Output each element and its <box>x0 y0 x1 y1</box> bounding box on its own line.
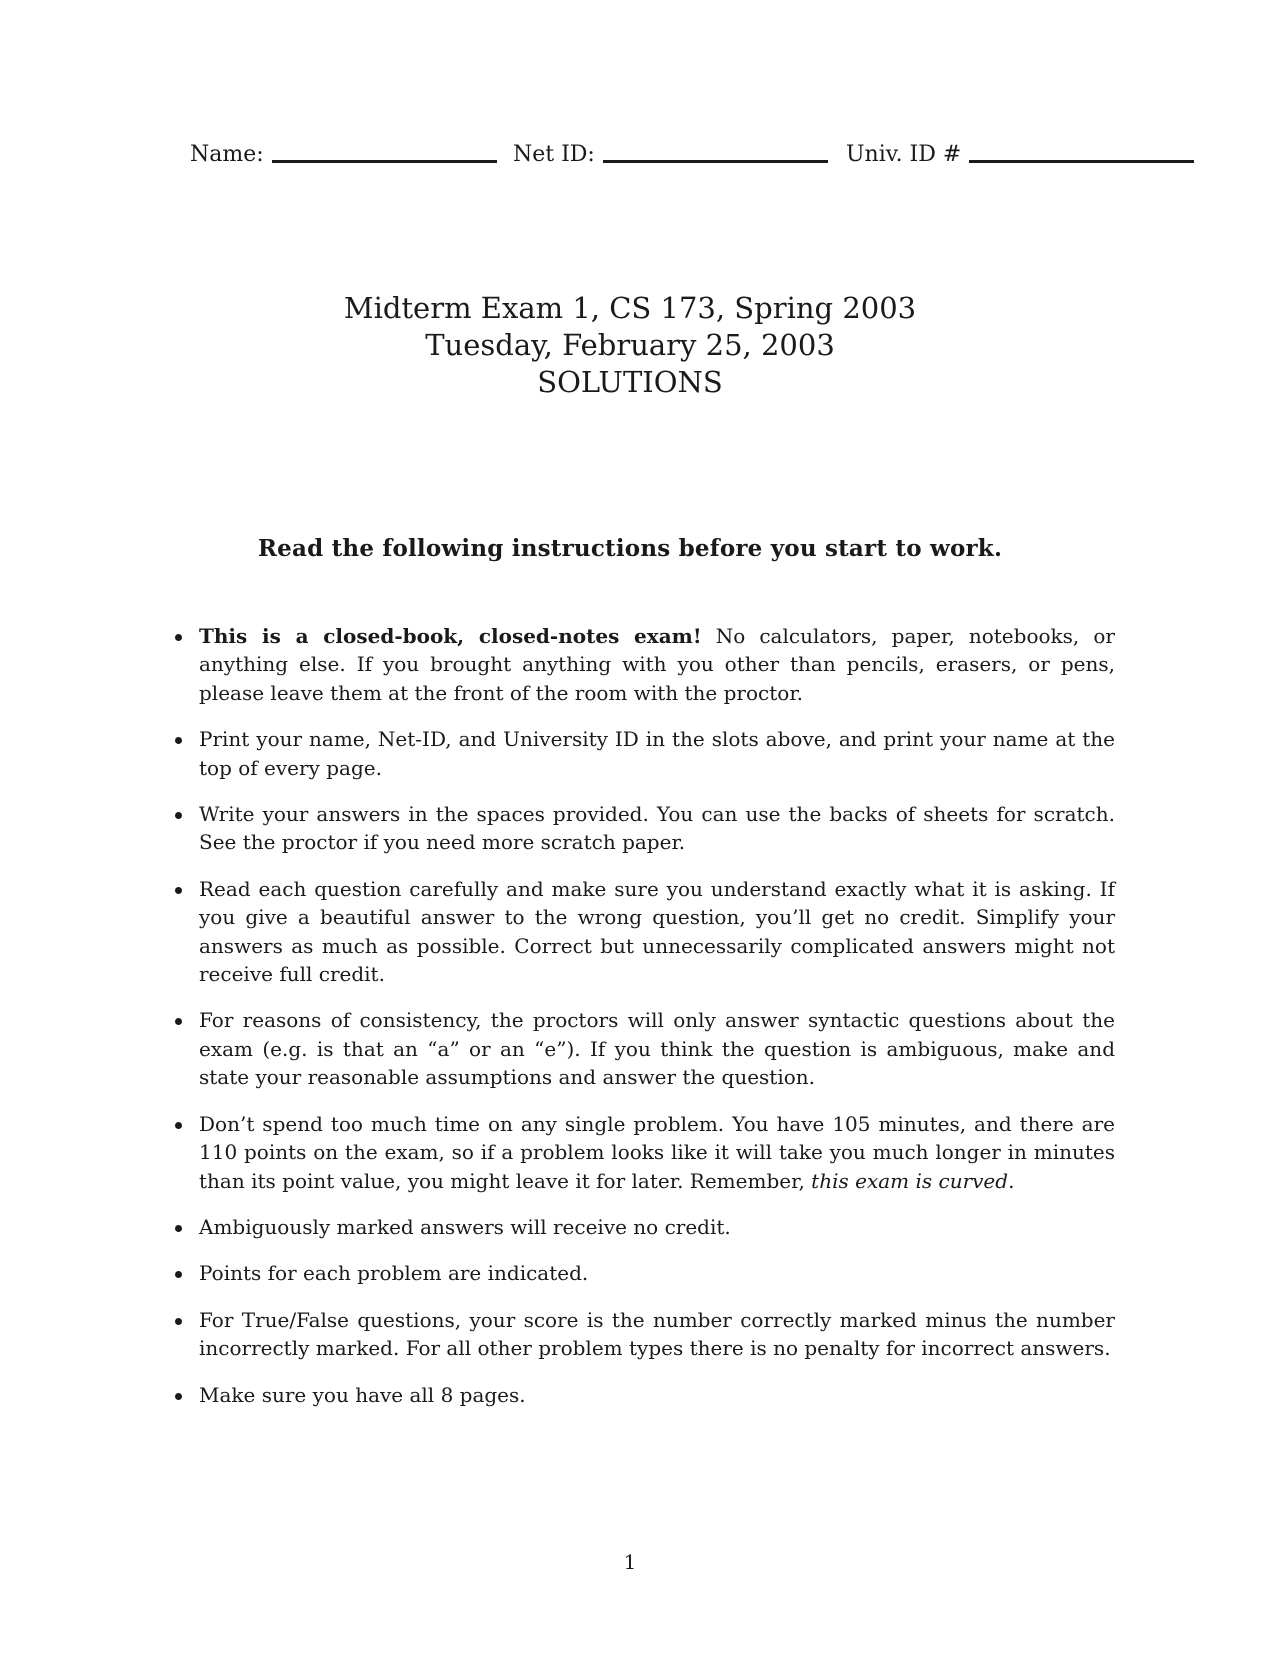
univid-label: Univ. ID # <box>846 142 962 167</box>
instruction-item <box>175 1110 1115 1195</box>
instructions-list <box>175 622 1115 1427</box>
instruction-item <box>175 1006 1115 1091</box>
instruction-item <box>175 1259 1115 1287</box>
page-number: 1 <box>623 1550 637 1574</box>
exam-date: Tuesday, February 25, 2003 <box>425 328 835 362</box>
name-blank-line <box>272 160 497 163</box>
instruction-emphasis: This is a closed-book, closed-notes exam! <box>199 624 702 648</box>
bullet-icon <box>175 634 182 641</box>
bullet-icon <box>175 1271 182 1278</box>
bullet-icon <box>175 737 182 744</box>
instruction-item <box>175 622 1115 707</box>
student-info-fields <box>190 142 1200 172</box>
bullet-icon <box>175 1122 182 1129</box>
instruction-item <box>175 1381 1115 1409</box>
exam-subtitle: SOLUTIONS <box>537 365 723 399</box>
instruction-item <box>175 800 1115 857</box>
instruction-text: Points for each problem are indicated. <box>199 1261 589 1286</box>
instruction-text: Write your answers in the spaces provided. You can use the backs of sheets for scratch. See the proctor if you need more scratch paper. <box>199 802 1115 855</box>
bullet-icon <box>175 812 182 819</box>
univid-blank-line <box>969 160 1194 163</box>
bullet-icon <box>175 1225 182 1232</box>
instruction-item <box>175 875 1115 989</box>
instruction-item <box>175 1306 1115 1363</box>
exam-title-line: Midterm Exam 1, CS 173, Spring 2003 <box>343 291 917 325</box>
netid-blank-line <box>603 160 828 163</box>
instruction-text: Print your name, Net-ID, and University ID in the slots above, and print your name at the top of every page. <box>199 727 1115 780</box>
instruction-text: Ambiguously marked answers will receive no credit. <box>199 1214 731 1239</box>
name-label: Name: <box>190 142 264 167</box>
instruction-text: Don’t spend too much time on any single problem. You have 105 minutes, and there are 110 points on the exam, so if a problem looks like it will take you much longer in minutes than its point value, you might leave it for later. Remember, <box>199 1111 1115 1193</box>
instruction-italic: this exam is curved. <box>811 1168 1015 1193</box>
name-field <box>190 142 497 167</box>
netid-label: Net ID: <box>513 142 595 167</box>
netid-field <box>513 142 828 167</box>
instruction-text: For True/False questions, your score is the number correctly marked minus the number incorrectly marked. For all other problem types there is no penalty for incorrect answers. <box>199 1307 1115 1361</box>
instruction-text: For reasons of consistency, the proctors will only answer syntactic questions about the exam (e.g. is that an “a” or an “e”). If you think the question is ambiguous, make and state your reasonable assumptions and answer the question. <box>199 1008 1115 1090</box>
bullet-icon <box>175 887 182 894</box>
instruction-item <box>175 1213 1115 1241</box>
bullet-icon <box>175 1318 182 1325</box>
instruction-text: Make sure you have all 8 pages. <box>199 1382 526 1407</box>
univid-field <box>846 142 1194 167</box>
instruction-text: No calculators, paper, notebooks, or anything else. If you brought anything with you other than pencils, erasers, or pens, please leave them at the front of the room with the proctor. <box>199 624 1115 705</box>
exam-title <box>0 290 1260 401</box>
bullet-icon <box>175 1018 182 1025</box>
instructions-heading: Read the following instructions before you start to work. <box>257 535 1003 562</box>
instruction-text: Read each question carefully and make sure you understand exactly what it is asking. If you give a beautiful answer to the wrong question, you’ll get no credit. Simplify your answers as much as possible. Correct but unnecessarily complicated answers might not receive full credit. <box>199 876 1115 987</box>
instruction-item <box>175 725 1115 782</box>
bullet-icon <box>175 1393 182 1400</box>
